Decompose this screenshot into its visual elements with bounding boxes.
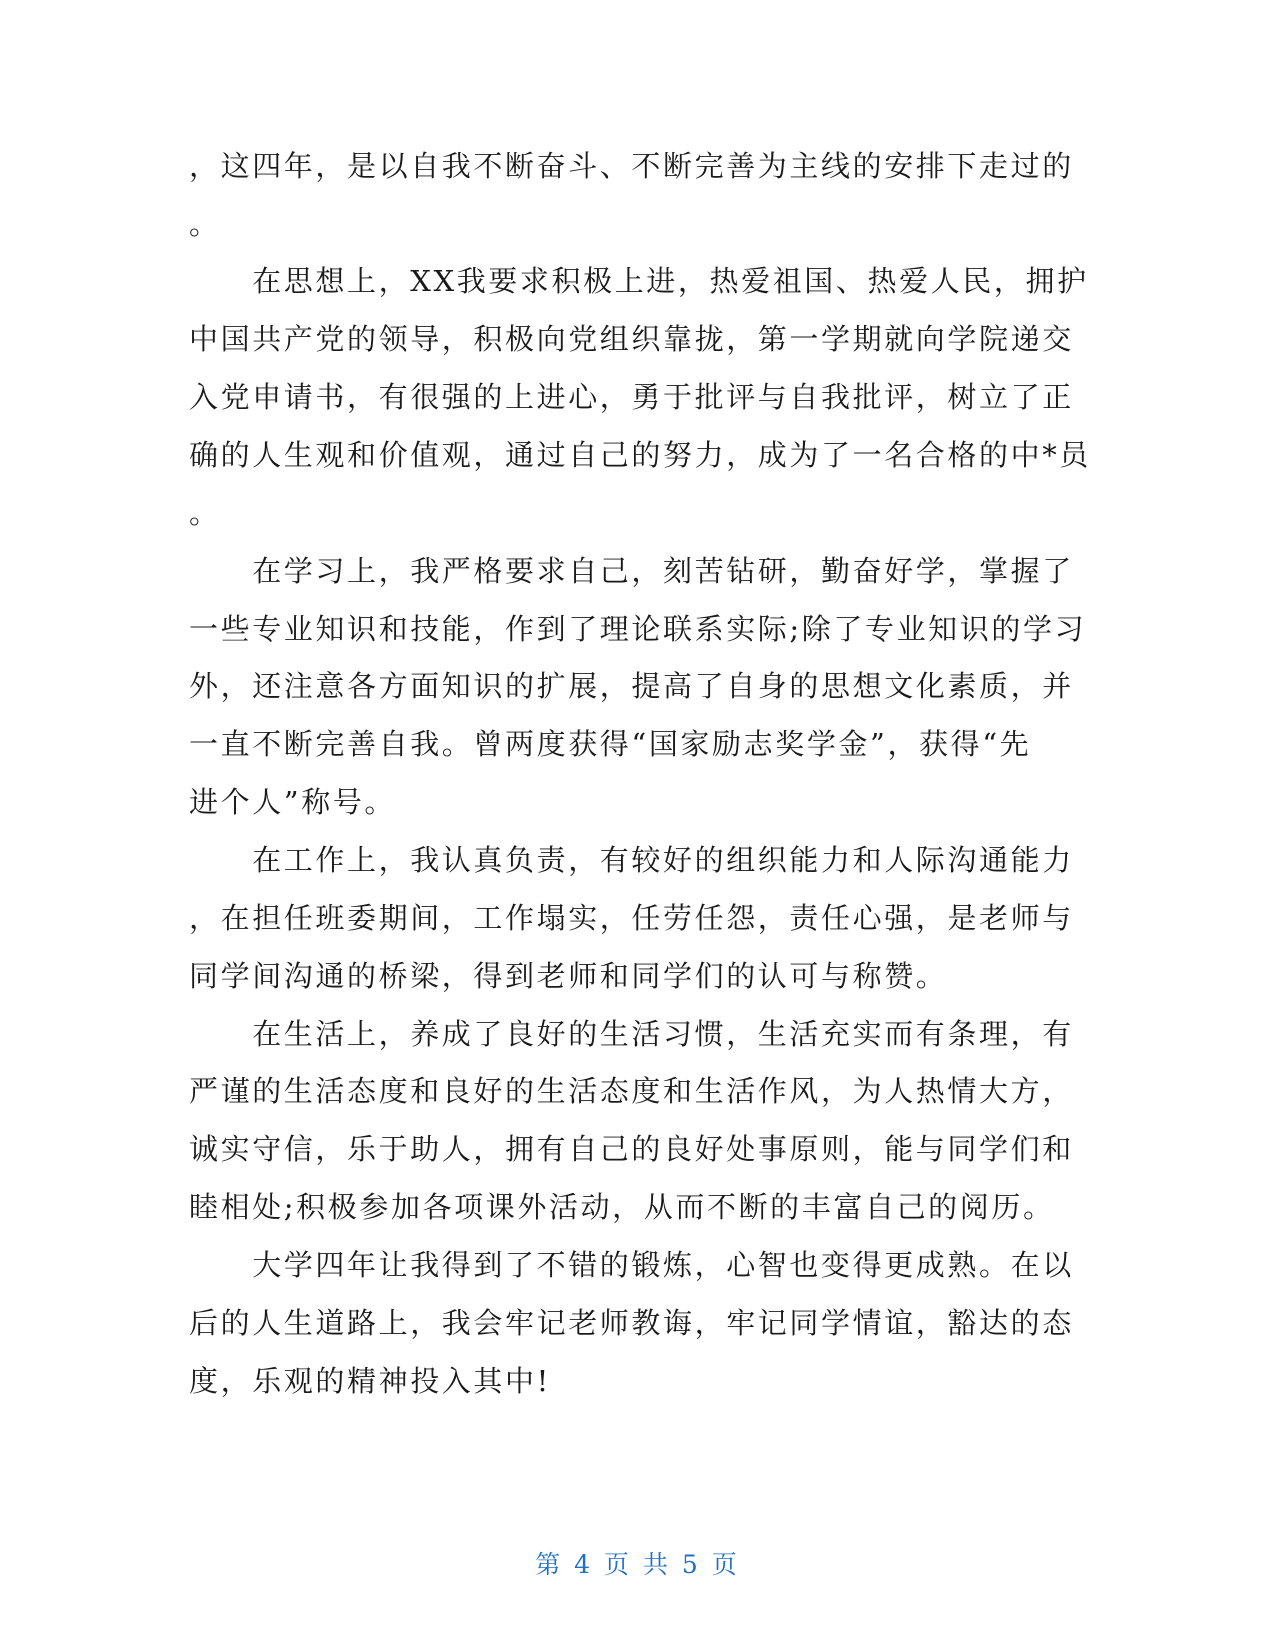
page-number-footer: 第 4 页 共 5 页 <box>535 1550 740 1579</box>
body-line: 。 <box>189 207 221 241</box>
body-line: 一直不断完善自我。曾两度获得“国家励志奖学金”，获得“先 <box>189 727 1032 761</box>
body-line: 在生活上，养成了良好的生活习惯，生活充实而有条理，有 <box>189 1017 1074 1051</box>
body-line: ，在担任班委期间，工作塌实，任劳任怨，责任心强，是老师与 <box>189 901 1074 935</box>
body-line: 大学四年让我得到了不错的锻炼，心智也变得更成熟。在以 <box>189 1248 1074 1282</box>
body-line: 确的人生观和价值观，通过自己的努力，成为了一名合格的中*员 <box>189 438 1091 472</box>
body-line: 诚实守信，乐于助人，拥有自己的良好处事原则，能与同学们和 <box>189 1132 1074 1166</box>
body-line: 度，乐观的精神投入其中! <box>189 1364 551 1398</box>
body-line: 睦相处;积极参加各项课外活动，从而不断的丰富自己的阅历。 <box>189 1190 1055 1224</box>
body-line: 在学习上，我严格要求自己，刻苦钻研，勤奋好学，掌握了 <box>189 554 1074 588</box>
body-line: 在工作上，我认真负责，有较好的组织能力和人际沟通能力 <box>189 843 1074 877</box>
body-line: 后的人生道路上，我会牢记老师教诲，牢记同学情谊，豁达的态 <box>189 1306 1074 1340</box>
body-line: 外，还注意各方面知识的扩展，提高了自身的思想文化素质，并 <box>189 669 1074 703</box>
body-line: 严谨的生活态度和良好的生活态度和生活作风，为人热情大方， <box>189 1074 1074 1108</box>
body-line: 同学间沟通的桥梁，得到老师和同学们的认可与称赞。 <box>189 959 948 993</box>
body-line: 入党申请书，有很强的上进心，勇于批评与自我批评，树立了正 <box>189 380 1074 414</box>
body-line: 。 <box>189 496 221 530</box>
body-line: 一些专业知识和技能，作到了理论联系实际;除了专业知识的学习 <box>189 612 1087 646</box>
body-line: 进个人”称号。 <box>189 785 397 819</box>
body-line: 在思想上，XX我要求积极上进，热爱祖国、热爱人民，拥护 <box>189 264 1089 298</box>
body-line: ，这四年，是以自我不断奋斗、不断完善为主线的安排下走过的 <box>189 149 1074 183</box>
body-line: 中国共产党的领导，积极向党组织靠拢，第一学期就向学院递交 <box>189 322 1074 356</box>
